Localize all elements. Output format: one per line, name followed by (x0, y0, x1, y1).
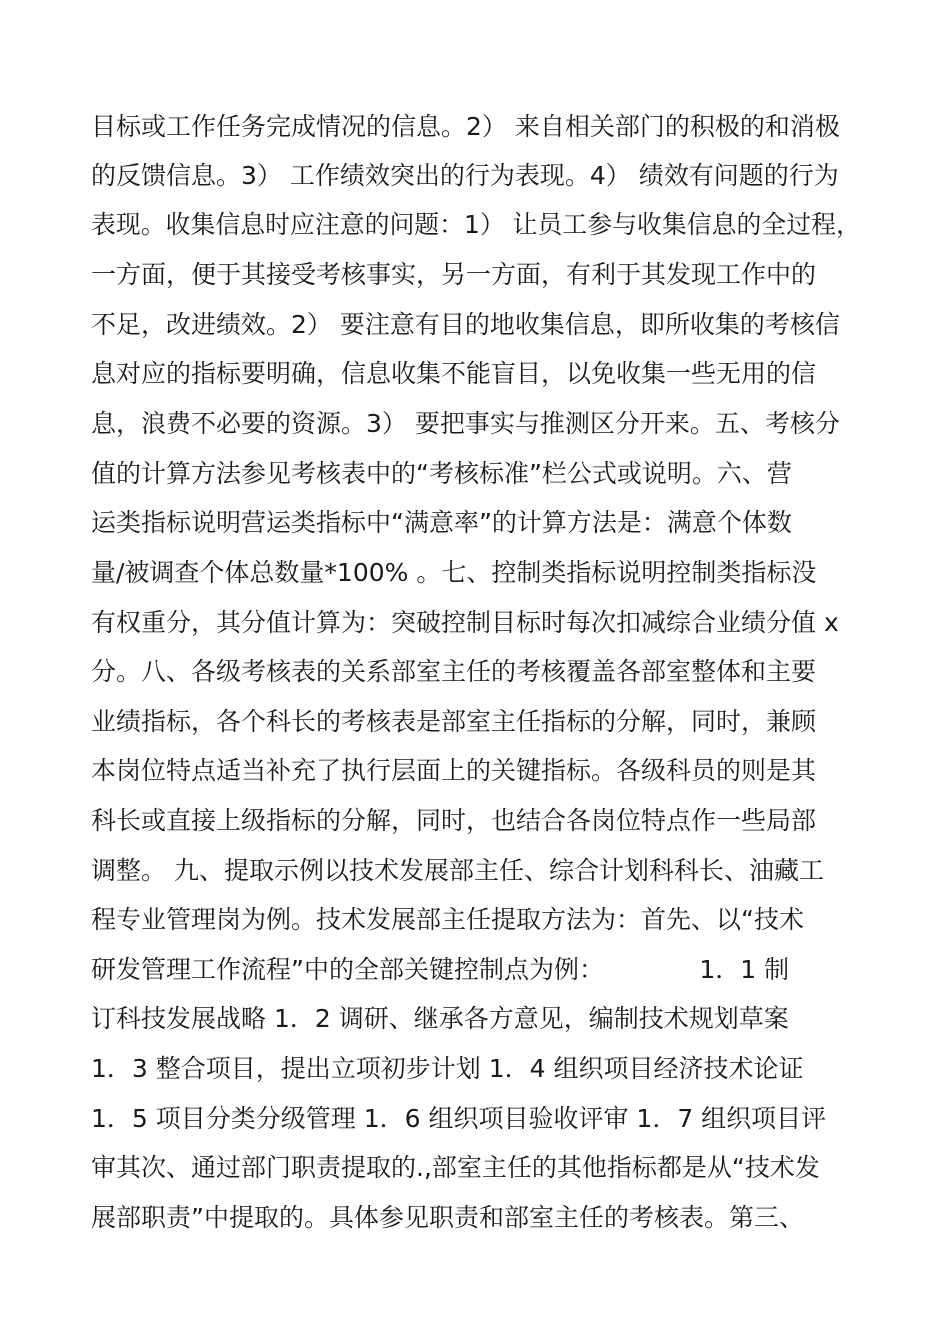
text-line: 分。八、各级考核表的关系部室主任的考核覆盖各部室整体和主要 (91, 657, 817, 686)
text-line: 有权重分，其分值计算为：突破控制目标时每次扣减综合业绩分值 x (91, 608, 839, 637)
text-line: 运类指标说明营运类指标中“满意率”的计算方法是：满意个体数 (91, 508, 792, 537)
text-line: 业绩指标，各个科长的考核表是部室主任指标的分解，同时，兼顾 (91, 707, 817, 736)
text-line: 1．3 整合项目，提出立项初步计划 1．4 组织项目经济技术论证 (91, 1054, 804, 1083)
text-line: 审其次、通过部门职责提取的.,部室主任的其他指标都是从“技术发 (91, 1153, 820, 1182)
text-line: 量/被调查个体总数量*100% 。七、控制类指标说明控制类指标没 (91, 558, 817, 587)
text-line: 一方面，便于其接受考核事实，另一方面，有利于其发现工作中的 (91, 260, 817, 289)
text-line: 展部职责”中提取的。具体参见职责和部室主任的考核表。第三、 (91, 1203, 804, 1232)
text-line: 本岗位特点适当补充了执行层面上的关键指标。各级科员的则是其 (91, 756, 817, 785)
text-line: 表现。收集信息时应注意的问题：1） 让员工参与收集信息的全过程， (91, 210, 861, 239)
text-line: 值的计算方法参见考核表中的“考核标准”栏公式或说明。六、营 (91, 459, 792, 488)
text-line: 的反馈信息。3） 工作绩效突出的行为表现。4） 绩效有问题的行为 (91, 161, 839, 190)
text-line: 目标或工作任务完成情况的信息。2） 来自相关部门的积极的和消极 (91, 112, 840, 141)
text-line: 调整。 九、提取示例以技术发展部主任、综合计划科科长、油藏工 (91, 856, 824, 885)
text-line: 科长或直接上级指标的分解，同时，也结合各岗位特点作一些局部 (91, 806, 817, 835)
text-line: 1．5 项目分类分级管理 1．6 组织项目验收评审 1．7 组织项目评 (91, 1104, 827, 1133)
text-line: 研发管理工作流程”中的全部关键控制点为例： 1．1 制 (91, 955, 790, 984)
text-line: 息对应的指标要明确，信息收集不能盲目，以免收集一些无用的信 (91, 359, 817, 388)
text-line: 程专业管理岗为例。技术发展部主任提取方法为：首先、以“技术 (91, 905, 804, 934)
text-line: 不足，改进绩效。2） 要注意有目的地收集信息，即所收集的考核信 (91, 310, 840, 339)
text-line: 息，浪费不必要的资源。3） 要把事实与推测区分开来。五、考核分 (91, 409, 840, 438)
text-line: 订科技发展战略 1．2 调研、继承各方意见，编制技术规划草案 (91, 1004, 789, 1033)
